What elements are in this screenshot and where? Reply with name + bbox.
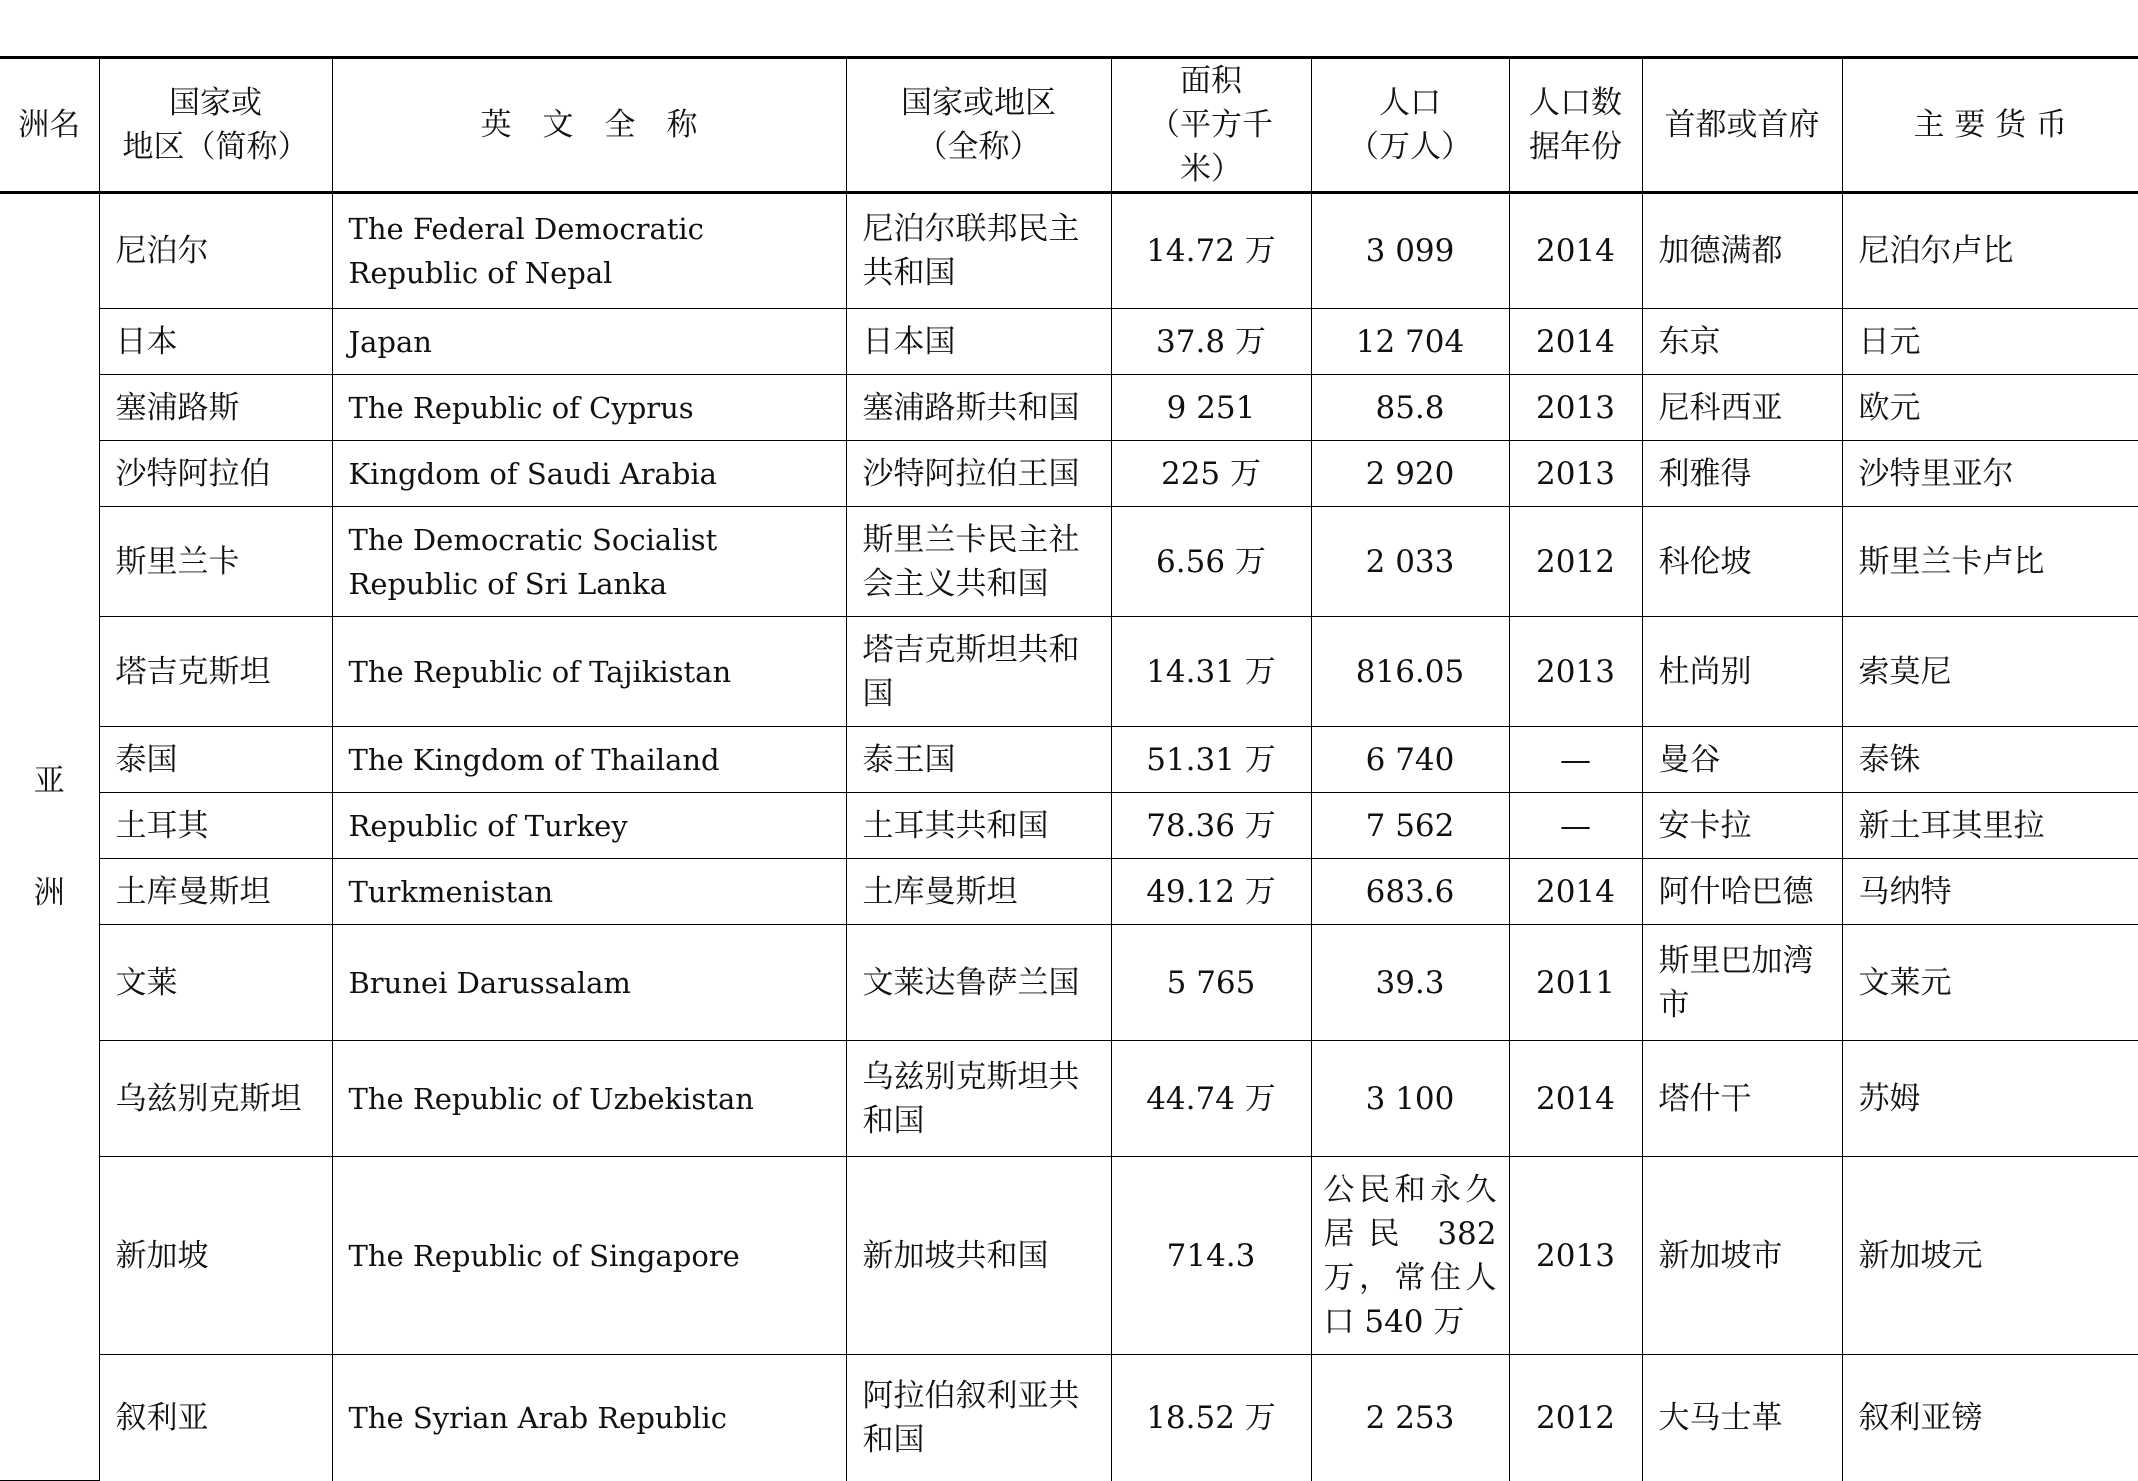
cell-short-name: 文莱 <box>99 925 332 1041</box>
cell-population: 12 704 <box>1311 309 1509 375</box>
table-row <box>0 925 2138 1041</box>
cell-area: 5 765 <box>1111 925 1311 1041</box>
cell-short-name: 乌兹别克斯坦 <box>99 1041 332 1157</box>
header-row <box>0 58 2138 193</box>
cell-year: 2014 <box>1509 193 1642 309</box>
cell-area: 714.3 <box>1111 1157 1311 1355</box>
cell-english-name: The Republic of Cyprus <box>332 375 846 441</box>
cell-full-name: 乌兹别克斯坦共和国 <box>846 1041 1111 1157</box>
cell-currency: 日元 <box>1842 309 2138 375</box>
cell-short-name: 土库曼斯坦 <box>99 859 332 925</box>
table-row <box>0 1157 2138 1355</box>
cell-capital: 塔什干 <box>1642 1041 1842 1157</box>
cell-population: 3 100 <box>1311 1041 1509 1157</box>
cell-population: 6 740 <box>1311 727 1509 793</box>
cell-year: 2014 <box>1509 859 1642 925</box>
cell-currency: 尼泊尔卢比 <box>1842 193 2138 309</box>
cell-year: 2013 <box>1509 375 1642 441</box>
table-row <box>0 793 2138 859</box>
header-capital: 首都或首府 <box>1642 58 1842 193</box>
table-row <box>0 507 2138 617</box>
cell-full-name: 泰王国 <box>846 727 1111 793</box>
cell-capital: 阿什哈巴德 <box>1642 859 1842 925</box>
cell-currency: 欧元 <box>1842 375 2138 441</box>
header-currency: 主 要 货 币 <box>1842 58 2138 193</box>
cell-full-name: 沙特阿拉伯王国 <box>846 441 1111 507</box>
cell-english-name: The Kingdom of Thailand <box>332 727 846 793</box>
cell-year: — <box>1509 793 1642 859</box>
cell-full-name: 土耳其共和国 <box>846 793 1111 859</box>
table-row <box>0 1355 2138 1481</box>
cell-area: 6.56 万 <box>1111 507 1311 617</box>
cell-full-name: 尼泊尔联邦民主共和国 <box>846 193 1111 309</box>
cell-currency: 马纳特 <box>1842 859 2138 925</box>
table-row <box>0 727 2138 793</box>
cell-currency: 新土耳其里拉 <box>1842 793 2138 859</box>
header-area: 面积 （平方千米） <box>1111 58 1311 193</box>
cell-capital: 大马士革 <box>1642 1355 1842 1481</box>
cell-area: 37.8 万 <box>1111 309 1311 375</box>
cell-year: 2013 <box>1509 441 1642 507</box>
header-short-name: 国家或 地区（简称） <box>99 58 332 193</box>
cell-capital: 科伦坡 <box>1642 507 1842 617</box>
cell-currency: 新加坡元 <box>1842 1157 2138 1355</box>
cell-population: 39.3 <box>1311 925 1509 1041</box>
continent-char: 亚 <box>33 763 65 799</box>
cell-area: 225 万 <box>1111 441 1311 507</box>
cell-short-name: 日本 <box>99 309 332 375</box>
cell-year: 2014 <box>1509 309 1642 375</box>
cell-full-name: 塞浦路斯共和国 <box>846 375 1111 441</box>
cell-currency: 斯里兰卡卢比 <box>1842 507 2138 617</box>
cell-full-name: 文莱达鲁萨兰国 <box>846 925 1111 1041</box>
cell-english-name: Japan <box>332 309 846 375</box>
cell-short-name: 塔吉克斯坦 <box>99 617 332 727</box>
cell-year: 2012 <box>1509 1355 1642 1481</box>
header-english-name: 英 文 全 称 <box>332 58 846 193</box>
continent-char: 洲 <box>33 875 65 911</box>
cell-capital: 利雅得 <box>1642 441 1842 507</box>
cell-population: 2 033 <box>1311 507 1509 617</box>
cell-area: 18.52 万 <box>1111 1355 1311 1481</box>
cell-english-name: Turkmenistan <box>332 859 846 925</box>
cell-area: 9 251 <box>1111 375 1311 441</box>
cell-population: 7 562 <box>1311 793 1509 859</box>
table-row <box>0 859 2138 925</box>
cell-full-name: 日本国 <box>846 309 1111 375</box>
cell-area: 78.36 万 <box>1111 793 1311 859</box>
country-table <box>0 56 2138 1481</box>
cell-population: 816.05 <box>1311 617 1509 727</box>
cell-english-name: The Republic of Singapore <box>332 1157 846 1355</box>
cell-currency: 泰铢 <box>1842 727 2138 793</box>
header-continent: 洲名 <box>0 58 99 193</box>
continent-cell <box>0 193 99 1481</box>
cell-area: 49.12 万 <box>1111 859 1311 925</box>
cell-year: 2011 <box>1509 925 1642 1041</box>
cell-capital: 杜尚别 <box>1642 617 1842 727</box>
cell-short-name: 叙利亚 <box>99 1355 332 1481</box>
cell-capital: 加德满都 <box>1642 193 1842 309</box>
cell-population: 2 253 <box>1311 1355 1509 1481</box>
cell-short-name: 沙特阿拉伯 <box>99 441 332 507</box>
cell-population: 85.8 <box>1311 375 1509 441</box>
cell-currency: 叙利亚镑 <box>1842 1355 2138 1481</box>
cell-short-name: 土耳其 <box>99 793 332 859</box>
cell-capital: 尼科西亚 <box>1642 375 1842 441</box>
cell-currency: 文莱元 <box>1842 925 2138 1041</box>
cell-area: 51.31 万 <box>1111 727 1311 793</box>
cell-short-name: 新加坡 <box>99 1157 332 1355</box>
cell-english-name: Republic of Turkey <box>332 793 846 859</box>
cell-english-name: The Republic of Uzbekistan <box>332 1041 846 1157</box>
cell-area: 14.31 万 <box>1111 617 1311 727</box>
cell-full-name: 塔吉克斯坦共和国 <box>846 617 1111 727</box>
table-row <box>0 193 2138 309</box>
cell-short-name: 斯里兰卡 <box>99 507 332 617</box>
cell-currency: 沙特里亚尔 <box>1842 441 2138 507</box>
cell-short-name: 塞浦路斯 <box>99 375 332 441</box>
cell-english-name: Kingdom of Saudi Arabia <box>332 441 846 507</box>
table-row <box>0 375 2138 441</box>
cell-population: 2 920 <box>1311 441 1509 507</box>
cell-capital: 东京 <box>1642 309 1842 375</box>
cell-short-name: 尼泊尔 <box>99 193 332 309</box>
cell-capital: 安卡拉 <box>1642 793 1842 859</box>
header-year: 人口数 据年份 <box>1509 58 1642 193</box>
header-full-name: 国家或地区 （全称） <box>846 58 1111 193</box>
cell-year: 2014 <box>1509 1041 1642 1157</box>
table-row <box>0 617 2138 727</box>
cell-full-name: 土库曼斯坦 <box>846 859 1111 925</box>
cell-capital: 斯里巴加湾市 <box>1642 925 1842 1041</box>
cell-capital: 新加坡市 <box>1642 1157 1842 1355</box>
cell-year: — <box>1509 727 1642 793</box>
cell-year: 2013 <box>1509 1157 1642 1355</box>
cell-year: 2013 <box>1509 617 1642 727</box>
table-row <box>0 441 2138 507</box>
cell-population: 683.6 <box>1311 859 1509 925</box>
cell-english-name: The Democratic Socialist Republic of Sri Lanka <box>332 507 846 617</box>
cell-full-name: 斯里兰卡民主社会主义共和国 <box>846 507 1111 617</box>
cell-full-name: 新加坡共和国 <box>846 1157 1111 1355</box>
cell-short-name: 泰国 <box>99 727 332 793</box>
cell-full-name: 阿拉伯叙利亚共和国 <box>846 1355 1111 1481</box>
cell-english-name: The Federal Democratic Republic of Nepal <box>332 193 846 309</box>
cell-year: 2012 <box>1509 507 1642 617</box>
cell-population: 3 099 <box>1311 193 1509 309</box>
cell-currency: 苏姆 <box>1842 1041 2138 1157</box>
cell-population: 公民和永久居民 382 万，常住人口 540 万 <box>1311 1157 1509 1355</box>
cell-english-name: The Republic of Tajikistan <box>332 617 846 727</box>
cell-english-name: The Syrian Arab Republic <box>332 1355 846 1481</box>
cell-english-name: Brunei Darussalam <box>332 925 846 1041</box>
table-row <box>0 309 2138 375</box>
header-population: 人口 （万人） <box>1311 58 1509 193</box>
cell-currency: 索莫尼 <box>1842 617 2138 727</box>
cell-area: 44.74 万 <box>1111 1041 1311 1157</box>
cell-area: 14.72 万 <box>1111 193 1311 309</box>
cell-capital: 曼谷 <box>1642 727 1842 793</box>
table-row <box>0 1041 2138 1157</box>
